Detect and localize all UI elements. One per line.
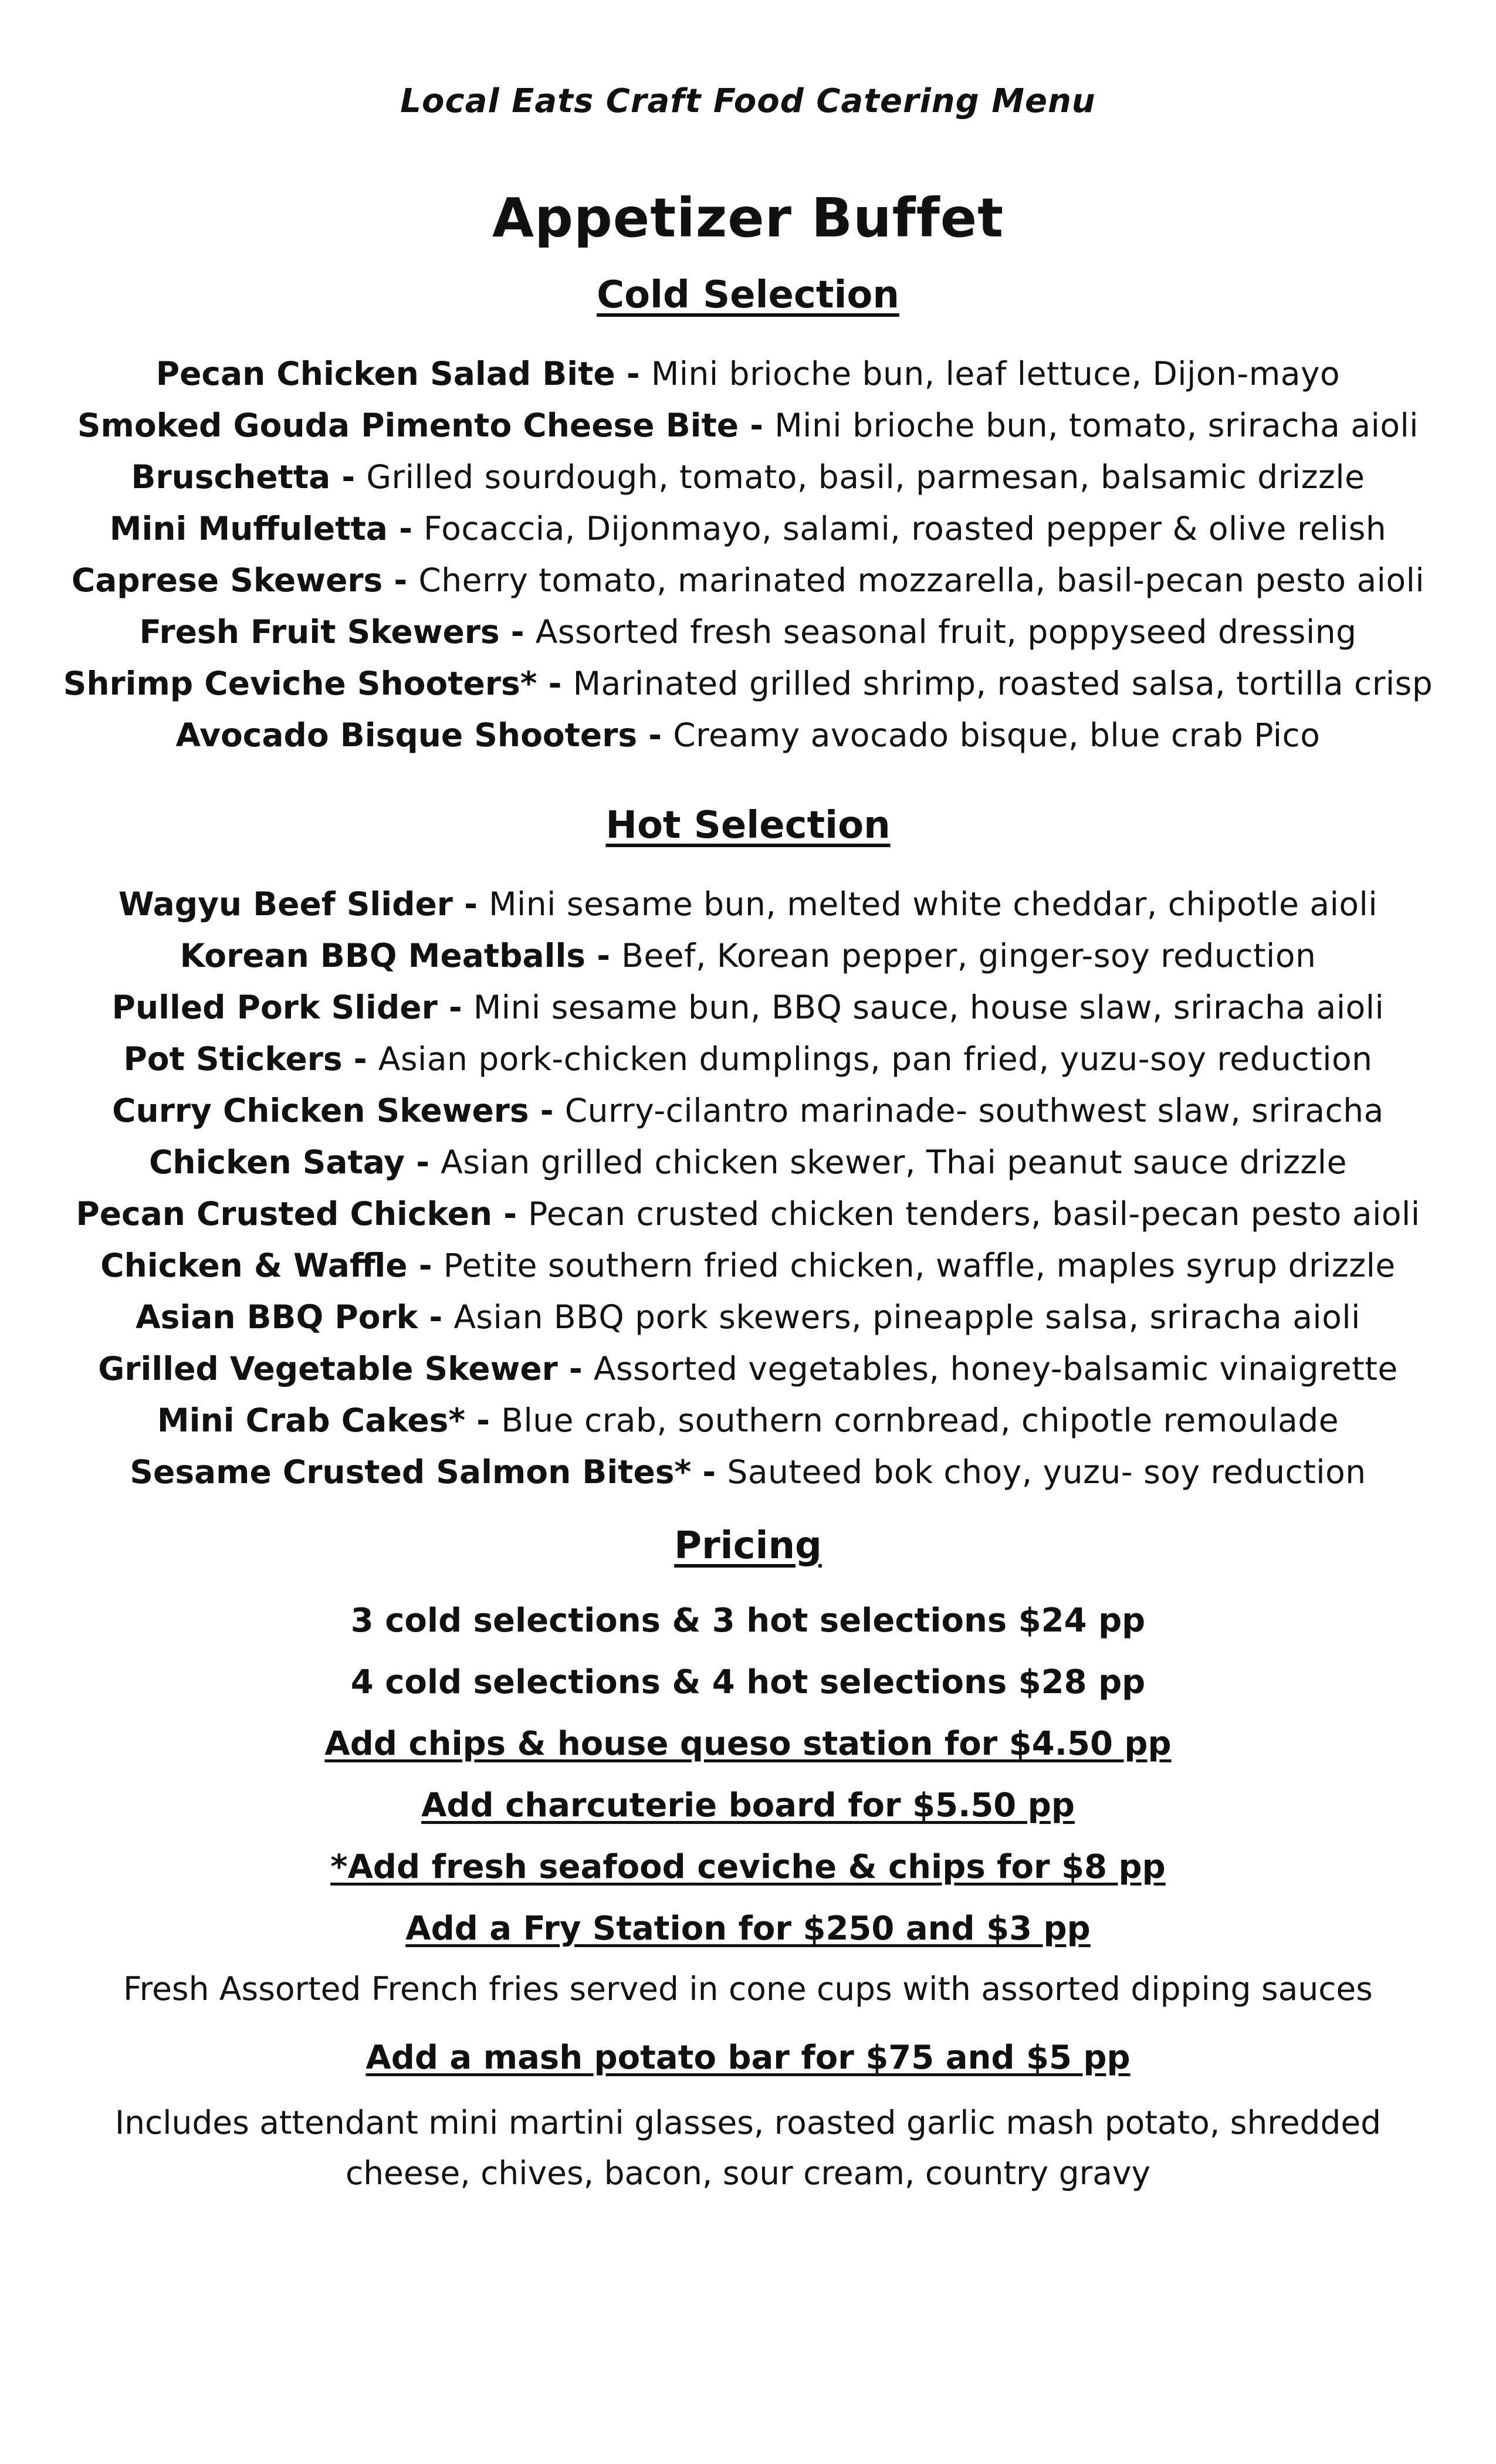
- document-title: Local Eats Craft Food Catering Menu: [400, 82, 1096, 120]
- item-name: Caprese Skewers: [71, 561, 383, 599]
- item-separator: -: [557, 1350, 594, 1387]
- addon-queso-station: Add chips & house queso station for $4.50 pp: [324, 1725, 1172, 1763]
- menu-item: [0, 981, 1496, 1033]
- item-description: Curry-cilantro marinade- southwest slaw, sriracha: [564, 1092, 1384, 1129]
- item-separator: -: [739, 407, 775, 444]
- item-name: Mini Muffuletta: [109, 510, 388, 547]
- item-separator: -: [383, 561, 419, 599]
- addon-charcuterie-board: Add charcuterie board for $5.50 pp: [421, 1786, 1075, 1825]
- menu-item: [0, 1446, 1496, 1498]
- addon-fry-station: Add a Fry Station for $250 and $3 pp: [405, 1910, 1091, 1948]
- mash-bar-note-line-2: cheese, chives, bacon, sour cream, country gravy: [345, 2154, 1151, 2192]
- item-separator: -: [330, 458, 367, 496]
- menu-item: [0, 1395, 1496, 1446]
- item-description: Assorted fresh seasonal fruit, poppyseed dressing: [535, 613, 1357, 651]
- cold-selection-title: Cold Selection: [597, 273, 899, 317]
- item-description: Mini brioche bun, leaf lettuce, Dijon-mayo: [651, 355, 1341, 392]
- pricing-list: [0, 1590, 1496, 1959]
- menu-item: [0, 1033, 1496, 1085]
- item-separator: -: [407, 1247, 444, 1284]
- item-description: Asian grilled chicken skewer, Thai peanut sauce drizzle: [441, 1143, 1347, 1181]
- item-description: Mini brioche bun, tomato, sriracha aioli: [774, 407, 1419, 444]
- item-separator: -: [452, 885, 489, 923]
- item-description: Assorted vegetables, honey-balsamic vinaigrette: [593, 1350, 1398, 1387]
- item-description: Asian BBQ pork skewers, pineapple salsa, sriracha aioli: [453, 1298, 1360, 1336]
- mash-bar-note-line-1: Includes attendant mini martini glasses, roasted garlic mash potato, shredded: [114, 2104, 1382, 2141]
- item-separator: -: [585, 937, 622, 974]
- item-separator: -: [387, 510, 424, 547]
- pricing-option-4-4: 4 cold selections & 4 hot selections $28 pp: [350, 1663, 1146, 1701]
- item-separator: -: [405, 1143, 441, 1181]
- item-description: Marinated grilled shrimp, roasted salsa, tortilla crisp: [573, 665, 1433, 702]
- item-name: Curry Chicken Skewers: [112, 1092, 529, 1129]
- menu-item: [0, 503, 1496, 554]
- item-description: Mini sesame bun, BBQ sauce, house slaw, sriracha aioli: [473, 989, 1385, 1026]
- item-name: Grilled Vegetable Skewer: [98, 1350, 558, 1387]
- item-name: Wagyu Beef Slider: [118, 885, 453, 923]
- menu-item: [0, 606, 1496, 658]
- pricing-option-3-3: 3 cold selections & 3 hot selections $24 pp: [350, 1602, 1146, 1640]
- item-name: Pulled Pork Slider: [111, 989, 438, 1026]
- cold-selection-list: [0, 348, 1496, 761]
- item-separator: -: [418, 1298, 454, 1336]
- menu-item: [0, 1188, 1496, 1240]
- item-name: Sesame Crusted Salmon Bites*: [130, 1453, 692, 1491]
- item-description: Sauteed bok choy, yuzu- soy reduction: [727, 1453, 1366, 1491]
- item-description: Grilled sourdough, tomato, basil, parmesan, balsamic drizzle: [366, 458, 1365, 496]
- menu-heading: Appetizer Buffet: [492, 187, 1004, 249]
- item-separator: -: [492, 1195, 529, 1233]
- item-name: Chicken Satay: [149, 1143, 405, 1181]
- fry-station-note: Fresh Assorted French fries served in cone cups with assorted dipping sauces: [123, 1970, 1373, 2008]
- addon-mash-potato-bar: Add a mash potato bar for $75 and $5 pp: [365, 2039, 1131, 2077]
- item-description: Asian pork-chicken dumplings, pan fried, yuzu-soy reduction: [378, 1040, 1373, 1078]
- item-description: Mini sesame bun, melted white cheddar, chipotle aioli: [489, 885, 1378, 923]
- item-separator: -: [537, 665, 573, 702]
- item-name: Mini Crab Cakes*: [157, 1402, 466, 1439]
- item-separator: -: [465, 1402, 502, 1439]
- item-separator: -: [499, 613, 536, 651]
- item-name: Pot Stickers: [123, 1040, 343, 1078]
- item-description: Petite southern fried chicken, waffle, maples syrup drizzle: [443, 1247, 1396, 1284]
- menu-item: [0, 1085, 1496, 1136]
- item-name: Shrimp Ceviche Shooters*: [63, 665, 537, 702]
- item-name: Chicken & Waffle: [100, 1247, 408, 1284]
- menu-item: [0, 451, 1496, 503]
- item-separator: -: [691, 1453, 727, 1491]
- item-name: Bruschetta: [131, 458, 331, 496]
- item-separator: -: [637, 716, 673, 754]
- menu-item: [0, 658, 1496, 709]
- item-description: Blue crab, southern cornbread, chipotle remoulade: [501, 1402, 1339, 1439]
- item-description: Cherry tomato, marinated mozzarella, basil-pecan pesto aioli: [418, 561, 1425, 599]
- addon-seafood-ceviche: *Add fresh seafood ceviche & chips for $8 pp: [330, 1848, 1166, 1886]
- menu-item: [0, 1291, 1496, 1343]
- item-separator: -: [615, 355, 651, 392]
- hot-selection-list: [0, 878, 1496, 1498]
- item-name: Smoked Gouda Pimento Cheese Bite: [77, 407, 739, 444]
- pricing-title: Pricing: [674, 1524, 822, 1568]
- menu-item: [0, 348, 1496, 400]
- item-description: Focaccia, Dijonmayo, salami, roasted pepper & olive relish: [424, 510, 1387, 547]
- item-separator: -: [529, 1092, 565, 1129]
- item-description: Creamy avocado bisque, blue crab Pico: [673, 716, 1321, 754]
- menu-item: [0, 400, 1496, 451]
- menu-item: [0, 1240, 1496, 1291]
- item-name: Fresh Fruit Skewers: [139, 613, 500, 651]
- item-description: Beef, Korean pepper, ginger-soy reduction: [621, 937, 1316, 974]
- hot-selection-title: Hot Selection: [605, 804, 891, 847]
- menu-item: [0, 554, 1496, 606]
- item-name: Pecan Crusted Chicken: [76, 1195, 493, 1233]
- menu-item: [0, 709, 1496, 761]
- menu-item: [0, 1136, 1496, 1188]
- item-separator: -: [342, 1040, 378, 1078]
- menu-item: [0, 1343, 1496, 1395]
- item-name: Asian BBQ Pork: [136, 1298, 418, 1336]
- pricing-list-mash: [0, 2027, 1496, 2089]
- item-description: Pecan crusted chicken tenders, basil-pecan pesto aioli: [528, 1195, 1420, 1233]
- menu-item: [0, 878, 1496, 930]
- item-name: Avocado Bisque Shooters: [175, 716, 638, 754]
- item-name: Korean BBQ Meatballs: [180, 937, 586, 974]
- menu-item: [0, 930, 1496, 981]
- item-name: Pecan Chicken Salad Bite: [155, 355, 615, 392]
- item-separator: -: [437, 989, 473, 1026]
